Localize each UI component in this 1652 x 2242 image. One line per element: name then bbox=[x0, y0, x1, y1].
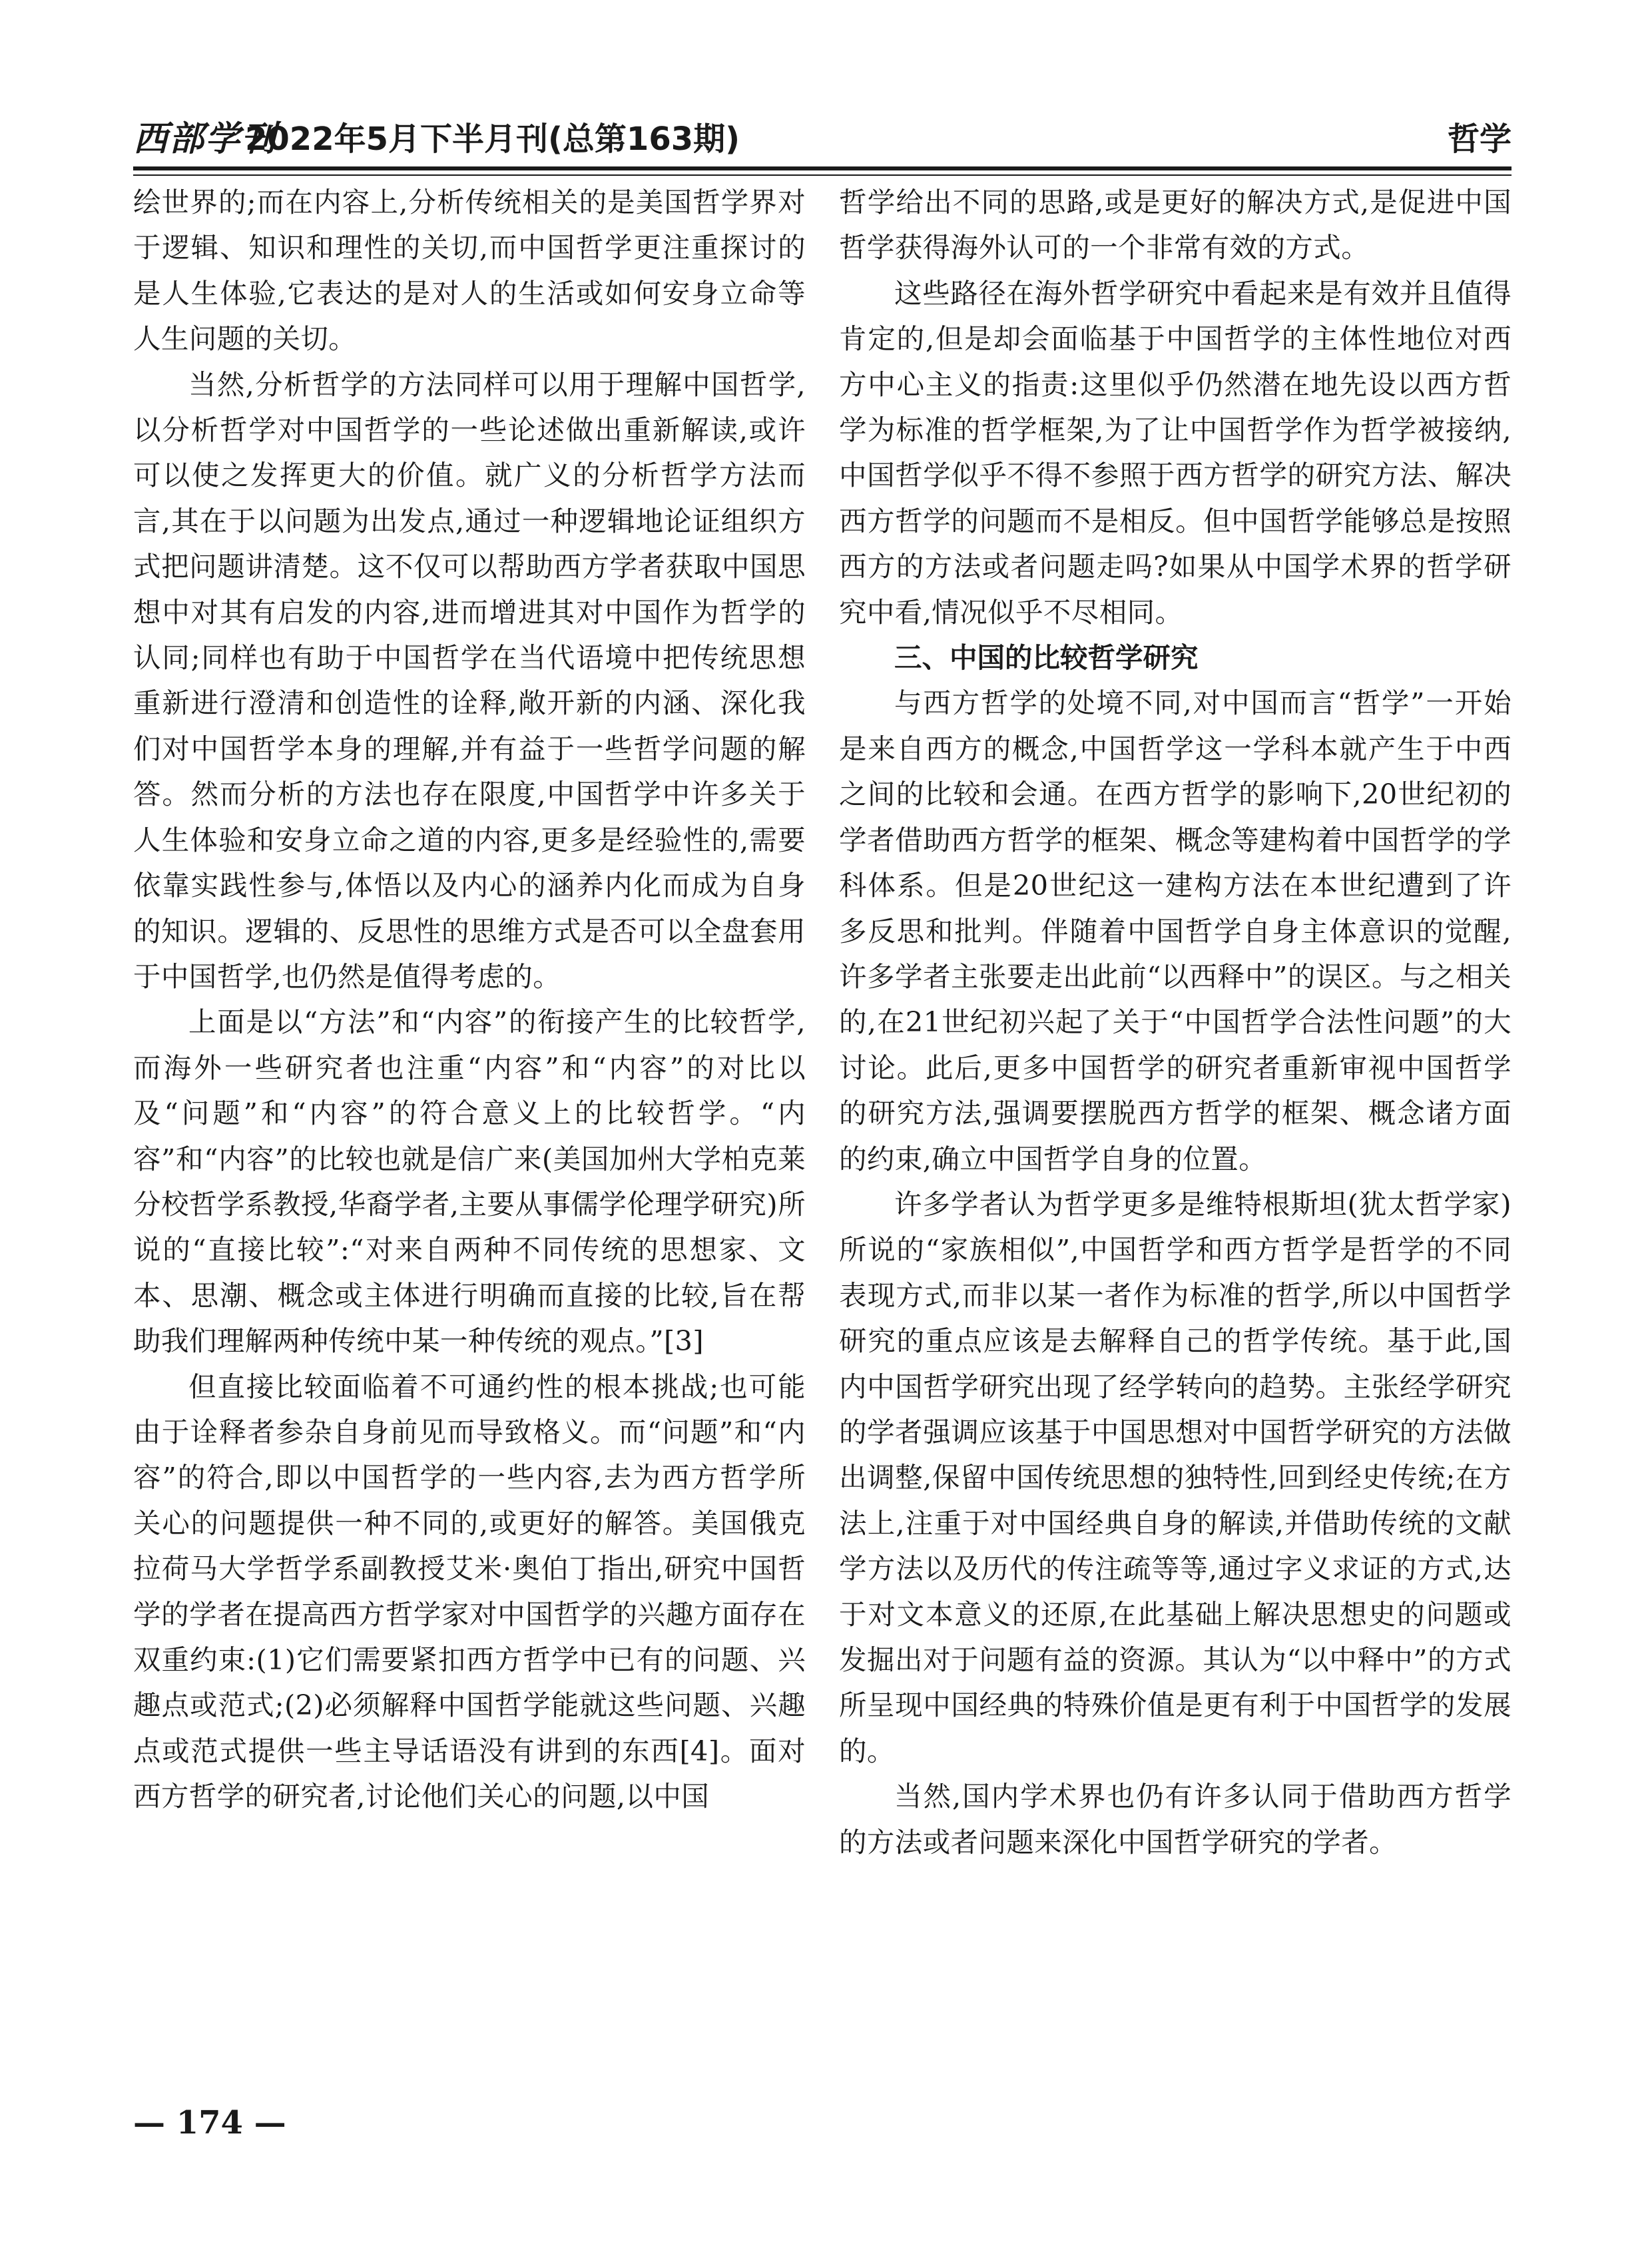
paragraph: 当然,分析哲学的方法同样可以用于理解中国哲学,以分析哲学对中国哲学的一些论述做出重新解读,或许可以使之发挥更大的价值。就广义的分析哲学方法而言,其在于以问题为出发点,通过一种逻辑地论证组织方式把问题讲清楚。这不仅可以帮助西方学者获取中国思想中对其有启发的内容,进而增进其对中国作为哲学的认同;同样也有助于中国哲学在当代语境中把传统思想重新进行澄清和创造性的诠释,敞开新的内涵、深化我们对中国哲学本身的理解,并有益于一些哲学问题的解答。然而分析的方法也存在限度,中国哲学中许多关于人生体验和安身立命之道的内容,更多是经验性的,需要依靠实践性参与,体悟以及内心的涵养内化而成为自身的知识。逻辑的、反思性的思维方式是否可以全盘套用于中国哲学,也仍然是值得考虑的。 bbox=[133, 368, 806, 993]
section-heading: 三、中国的比较哲学研究 bbox=[894, 641, 1199, 675]
page-number: — 174 — bbox=[133, 2104, 286, 2141]
paragraph: 但直接比较面临着不可通约性的根本挑战;也可能由于诠释者参杂自身前见而导致格义。而“问题”和“内容”的符合,即以中国哲学的一些内容,去为西方哲学所关心的问题提供一种不同的,或更好的解答。美国俄克拉荷马大学哲学系副教授艾米·奥伯丁指出,研究中国哲学的学者在提高西方哲学家对中国哲学的兴趣方面存在双重约束:(1)它们需要紧扣西方哲学中已有的问题、兴趣点或范式;(2)必须解释中国哲学能就这些问题、兴趣点或范式提供一些主导话语没有讲到的东西[4]。面对西方哲学的研究者,讨论他们关心的问题,以中国 bbox=[133, 1370, 806, 1813]
journal-logo: 西部学刊 bbox=[133, 119, 278, 159]
paragraph: 这些路径在海外哲学研究中看起来是有效并且值得肯定的,但是却会面临基于中国哲学的主体性地位对西方中心主义的指责:这里似乎仍然潜在地先设以西方哲学为标准的哲学框架,为了让中国哲学作为哲学被接纳,中国哲学似乎不得不参照于西方哲学的研究方法、解决西方哲学的问题而不是相反。但中国哲学能够总是按照西方的方法或者问题走吗?如果从中国学术界的哲学研究中看,情况似乎不尽相同。 bbox=[839, 276, 1512, 629]
right-column bbox=[839, 180, 1512, 1865]
paragraph: 许多学者认为哲学更多是维特根斯坦(犹太哲学家)所说的“家族相似”,中国哲学和西方哲学是哲学的不同表现方式,而非以某一者作为标准的哲学,所以中国哲学研究的重点应该是去解释自己的哲学传统。基于此,国内中国哲学研究出现了经学转向的趋势。主张经学研究的学者强调应该基于中国思想对中国哲学研究的方法做出调整,保留中国传统思想的独特性,回到经史传统;在方法上,注重于对中国经典自身的解读,并借助传统的文献学方法以及历代的传注疏等等,通过字义求证的方式,达于对文本意义的还原,在此基础上解决思想史的问题或发掘出对于问题有益的资源。其认为“以中释中”的方式所呈现中国经典的特殊价值是更有利于中国哲学的发展的。 bbox=[839, 1187, 1512, 1767]
paragraph: 与西方哲学的处境不同,对中国而言“哲学”一开始是来自西方的概念,中国哲学这一学科本就产生于中西之间的比较和会通。在西方哲学的影响下,20世纪初的学者借助西方哲学的框架、概念等建构着中国哲学的学科体系。但是20世纪这一建构方法在本世纪遭到了许多反思和批判。伴随着中国哲学自身主体意识的觉醒,许多学者主张要走出此前“以西释中”的误区。与之相关的,在21世纪初兴起了关于“中国哲学合法性问题”的大讨论。此后,更多中国哲学的研究者重新审视中国哲学的研究方法,强调要摆脱西方哲学的框架、概念诸方面的约束,确立中国哲学自身的位置。 bbox=[839, 687, 1512, 1175]
paragraph: 哲学给出不同的思路,或是更好的解决方式,是促进中国哲学获得海外认可的一个非常有效的方式。 bbox=[839, 186, 1512, 264]
paragraph: 绘世界的;而在内容上,分析传统相关的是美国哲学界对于逻辑、知识和理性的关切,而中国哲学更注重探讨的是人生体验,它表达的是对人的生活或如何安身立命等人生问题的关切。 bbox=[133, 186, 806, 356]
section-label: 哲学 bbox=[1447, 121, 1512, 158]
paragraph: 当然,国内学术界也仍有许多认同于借助西方哲学的方法或者问题来深化中国哲学研究的学者。 bbox=[839, 1780, 1512, 1858]
issue-info: 2022年5月下半月刊(总第163期) bbox=[245, 121, 740, 158]
paragraph: 上面是以“方法”和“内容”的衔接产生的比较哲学,而海外一些研究者也注重“内容”和“内容”的对比以及“问题”和“内容”的符合意义上的比较哲学。“内容”和“内容”的比较也就是信广来(美国加州大学柏克莱分校哲学系教授,华裔学者,主要从事儒学伦理学研究)所说的“直接比较”:“对来自两种不同传统的思想家、文本、思潮、概念或主体进行明确而直接的比较,旨在帮助我们理解两种传统中某一种传统的观点。”[3] bbox=[133, 1005, 806, 1358]
header-rule-thick bbox=[133, 166, 1512, 170]
left-column bbox=[133, 180, 806, 1820]
header-rule-thin bbox=[133, 174, 1512, 176]
running-header bbox=[133, 107, 1512, 162]
